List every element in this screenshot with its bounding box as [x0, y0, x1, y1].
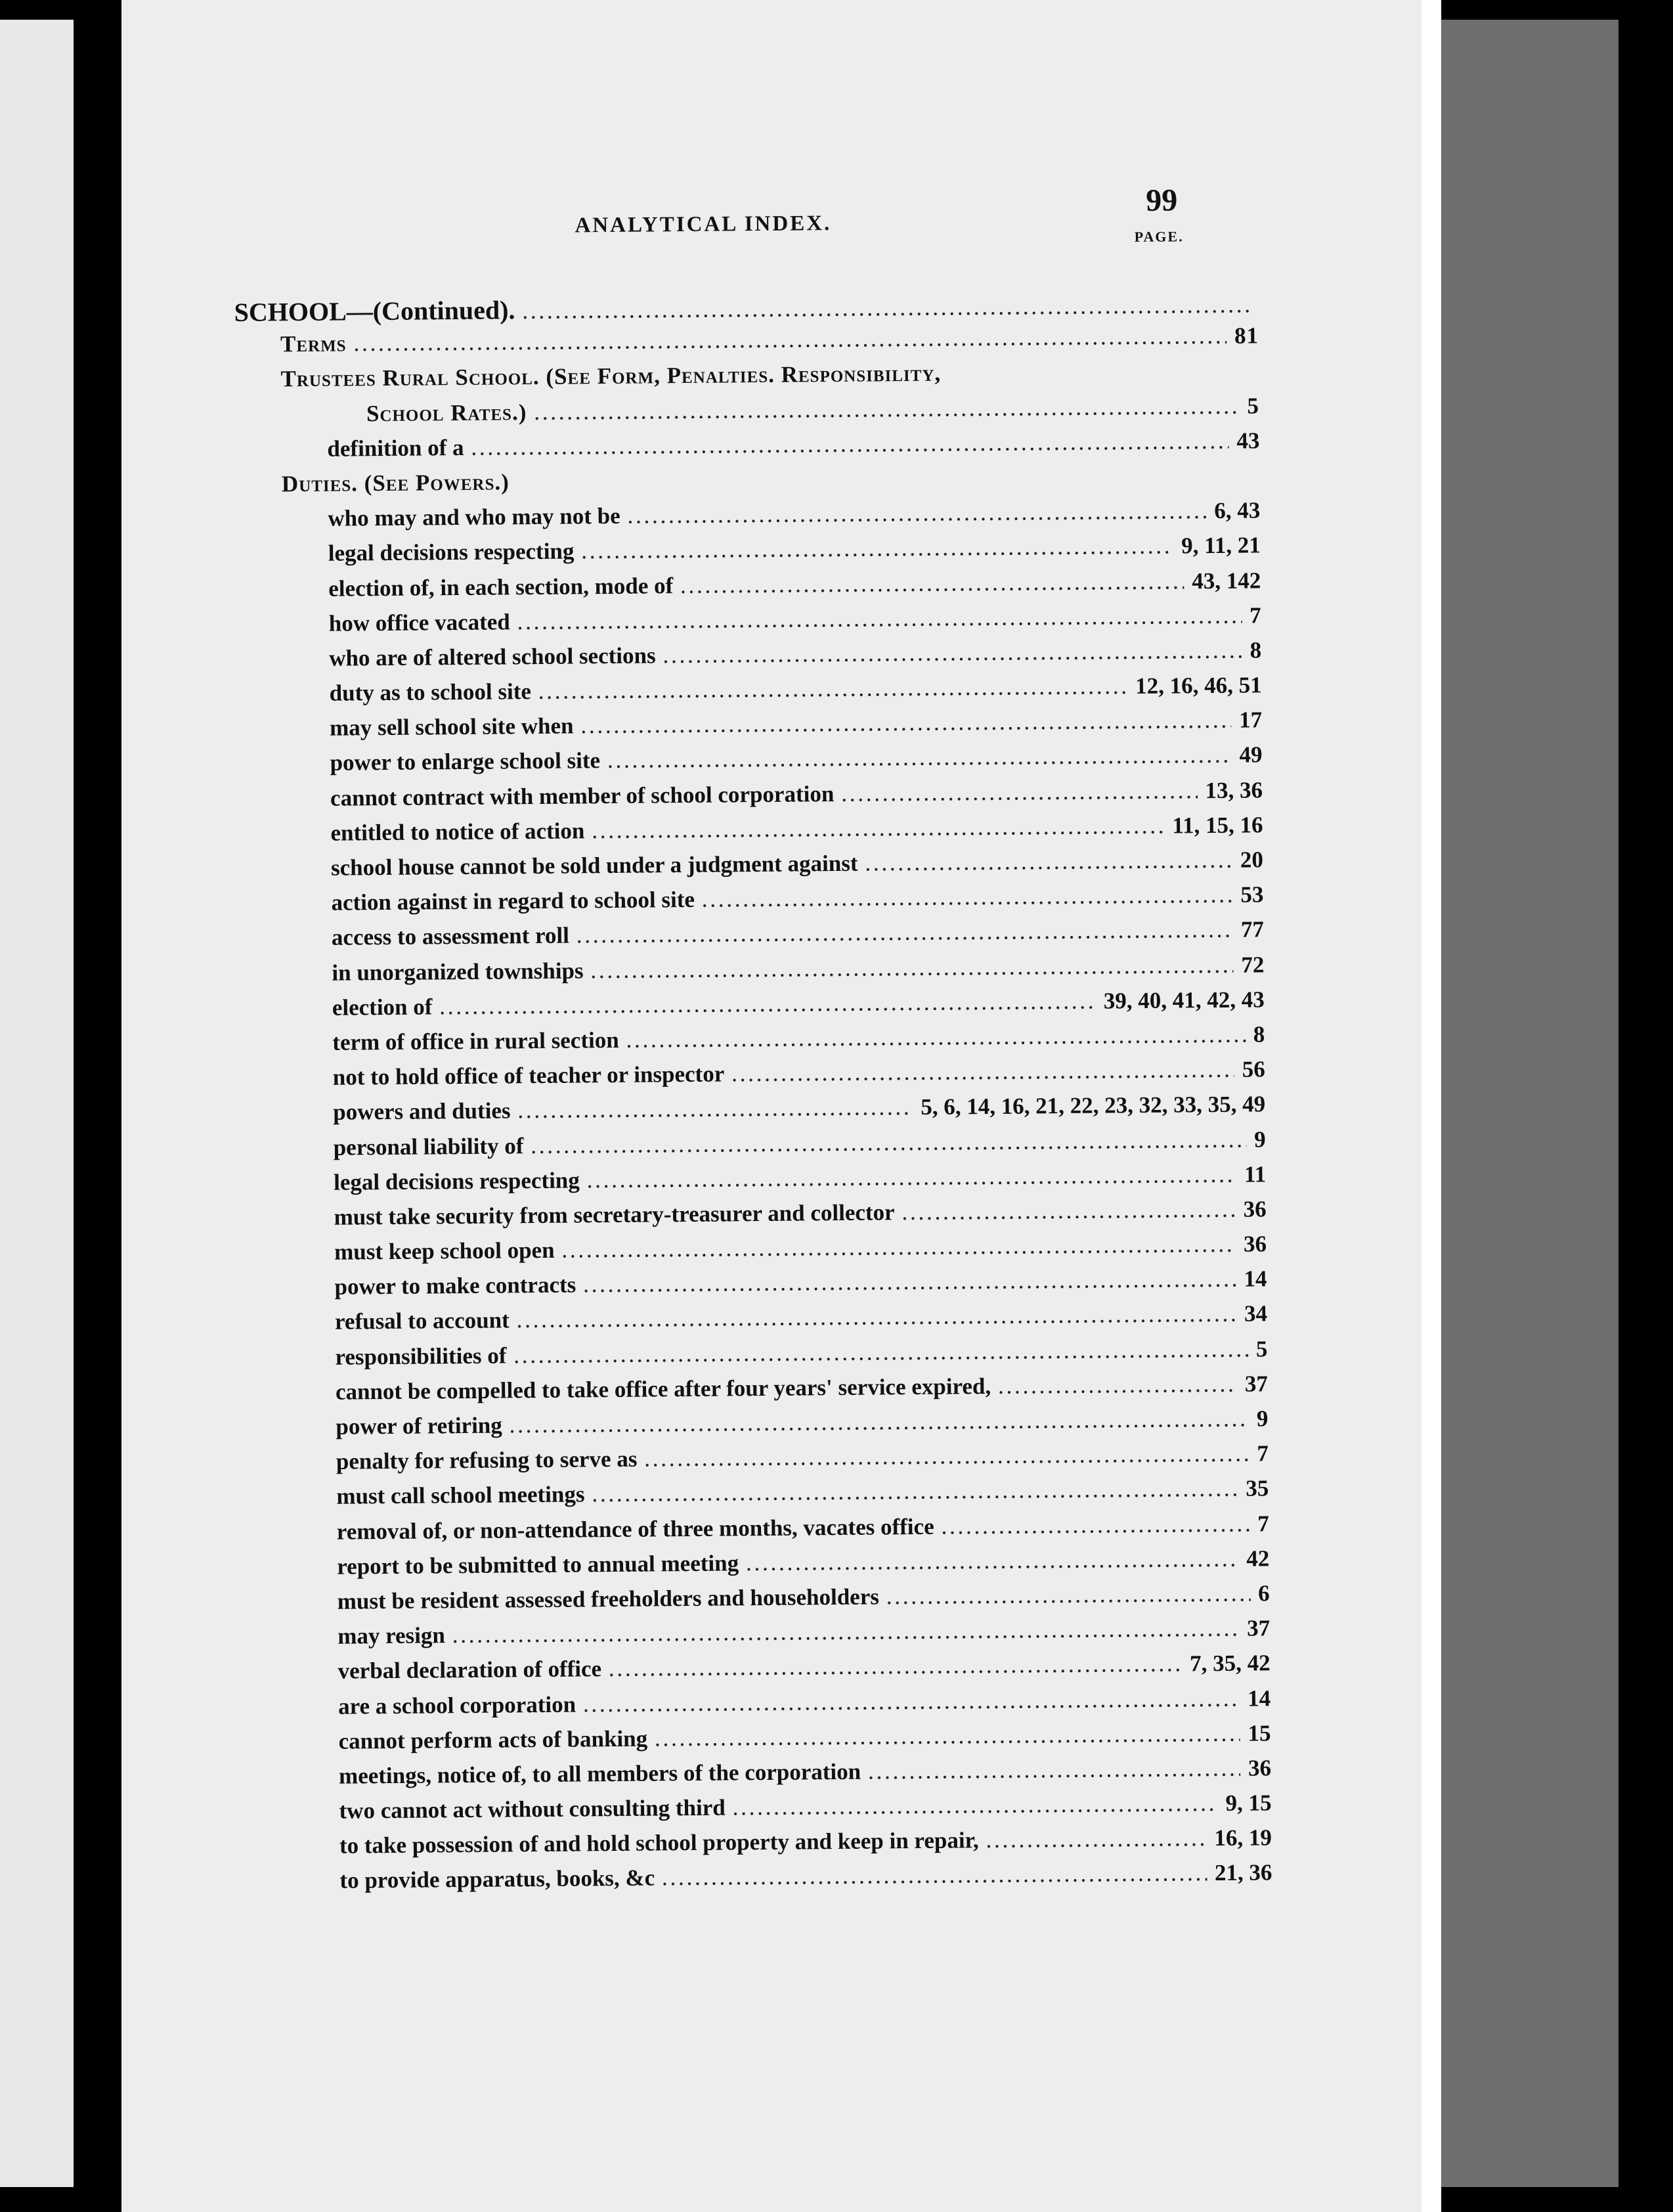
entry-text: verbal declaration of office: [337, 1656, 602, 1685]
entry-text: access to assessment roll: [331, 922, 570, 951]
dot-leader: [562, 1237, 1236, 1262]
entry-text: must take security from secretary-treasurer and collector: [334, 1199, 895, 1230]
dot-leader: [628, 503, 1207, 528]
dot-leader: [609, 1656, 1182, 1681]
entry-pages: 9: [1253, 1126, 1266, 1152]
entry-pages: 6, 43: [1214, 497, 1261, 524]
dot-leader: [627, 1027, 1246, 1052]
dot-leader: [584, 1272, 1236, 1297]
dot-leader: [523, 297, 1250, 323]
entry-pages: 7: [1249, 602, 1261, 629]
entry-pages: 77: [1240, 916, 1265, 943]
dot-leader: [591, 957, 1233, 983]
entry-pages: 20: [1240, 847, 1264, 873]
entry-pages: 5: [1255, 1335, 1268, 1362]
entry-text: legal decisions respecting: [328, 538, 575, 567]
dot-leader: [581, 713, 1231, 738]
entry-text: personal liability of: [333, 1132, 524, 1161]
page-edge-highlight: [1422, 0, 1441, 2212]
entry-text: report to be submitted to annual meeting: [337, 1550, 739, 1580]
dot-leader: [518, 1099, 913, 1122]
entry-text: must call school meetings: [336, 1481, 585, 1510]
dot-leader: [842, 783, 1197, 806]
dot-leader: [518, 608, 1242, 634]
entry-text: term of office in rural section: [332, 1027, 619, 1055]
dot-leader: [869, 1761, 1240, 1784]
entry-text: definition of a: [327, 434, 464, 462]
dot-leader: [539, 678, 1127, 703]
dot-leader: [514, 1341, 1248, 1367]
entry-pages: 53: [1240, 881, 1264, 908]
entry-pages: 5: [1247, 392, 1260, 419]
entry-pages: 36: [1243, 1231, 1267, 1257]
entry-pages: 7, 35, 42: [1189, 1650, 1271, 1677]
entry-pages: 9, 11, 21: [1181, 532, 1261, 559]
page-column-label: PAGE.: [1134, 228, 1184, 246]
entry-pages: 34: [1244, 1300, 1268, 1327]
entry-text: to take possession of and hold school property and keep in repair,: [339, 1827, 979, 1859]
entry-text: meetings, notice of, to all members of the corporation: [338, 1758, 861, 1789]
entry-text: refusal to account: [334, 1307, 510, 1335]
dot-leader: [440, 993, 1096, 1019]
entry-pages: 43: [1236, 428, 1260, 454]
entry-text: election of: [332, 994, 433, 1021]
dot-leader: [453, 1621, 1240, 1647]
entry-pages: 6: [1258, 1580, 1270, 1606]
entry-pages: 11: [1244, 1161, 1267, 1187]
entry-pages: 35: [1246, 1475, 1269, 1501]
entry-pages: 37: [1246, 1615, 1271, 1641]
dot-leader: [703, 887, 1233, 912]
entry-pages: 8: [1249, 637, 1262, 663]
entry-text: election of, in each section, mode of: [328, 572, 674, 602]
entry-text: power to enlarge school site: [330, 747, 601, 776]
dot-leader: [942, 1516, 1250, 1538]
entry-text: duty as to school site: [329, 678, 532, 706]
entry-pages: 49: [1239, 741, 1263, 768]
index-entries: [234, 288, 1272, 1903]
entry-text: to provide apparatus, books, &c: [339, 1865, 655, 1894]
entry-text: cannot perform acts of banking: [338, 1725, 648, 1754]
entry-pages: 39, 40, 41, 42, 43: [1103, 986, 1265, 1014]
dot-leader: [592, 1481, 1238, 1507]
entry-pages: 81: [1234, 322, 1259, 349]
entry-pages: 17: [1238, 707, 1263, 733]
dot-leader: [608, 747, 1232, 772]
entry-text: who are of altered school sections: [329, 642, 656, 671]
running-head: ANALYTICAL INDEX.: [575, 211, 832, 238]
entry-text: must keep school open: [334, 1237, 555, 1265]
entry-text: School Rates.): [366, 399, 527, 426]
dot-leader: [531, 1132, 1246, 1157]
entry-pages: 36: [1243, 1196, 1267, 1222]
entry-pages: 72: [1241, 951, 1265, 978]
entry-text: responsibilities of: [335, 1342, 507, 1370]
entry-pages: 13, 36: [1205, 776, 1263, 803]
dot-leader: [733, 1796, 1218, 1819]
book-edge-shadow: [1441, 20, 1619, 2187]
dot-leader: [355, 328, 1227, 356]
entry-pages: 12, 16, 46, 51: [1135, 672, 1262, 699]
entry-text: action against in regard to school site: [331, 887, 695, 916]
entry-pages: 37: [1244, 1371, 1269, 1397]
dot-leader: [664, 642, 1242, 667]
entry-pages: 11, 15, 16: [1172, 812, 1263, 839]
dot-leader: [510, 1411, 1249, 1438]
previous-page-edge: [0, 20, 74, 2187]
entry-pages: 7: [1257, 1510, 1269, 1537]
entry-pages: 36: [1248, 1755, 1272, 1781]
entry-text: legal decisions respecting: [334, 1167, 580, 1195]
dot-leader: [865, 852, 1232, 875]
entry-text: school house cannot be sold under a judgment against: [330, 850, 858, 881]
dot-leader: [887, 1586, 1251, 1609]
entry-text: SCHOOL—(Continued).: [234, 295, 515, 327]
entry-text: in unorganized townships: [332, 957, 584, 986]
entry-pages: 16, 19: [1214, 1825, 1272, 1851]
entry-text: powers and duties: [333, 1097, 511, 1126]
entry-pages: 42: [1246, 1545, 1270, 1572]
dot-leader: [681, 573, 1184, 598]
entry-text: may sell school site when: [329, 713, 574, 741]
entry-pages: 8: [1253, 1021, 1265, 1048]
entry-text: power to make contracts: [334, 1272, 576, 1300]
dot-leader: [584, 1691, 1240, 1716]
entry-text: Trustees Rural School. (See Form, Penalties. Responsibility,: [280, 360, 942, 392]
entry-pages: 7: [1257, 1440, 1269, 1467]
entry-pages: 21, 36: [1214, 1859, 1272, 1886]
dot-leader: [471, 433, 1228, 460]
dot-leader: [577, 922, 1233, 948]
entry-pages: 14: [1244, 1266, 1267, 1292]
entry-text: penalty for refusing to serve as: [336, 1446, 638, 1474]
entry-text: Duties. (See Powers.): [281, 469, 510, 497]
entry-pages: 9, 15: [1225, 1790, 1272, 1816]
dot-leader: [517, 1306, 1237, 1333]
dot-leader: [655, 1725, 1240, 1750]
entry-text: entitled to notice of action: [330, 818, 585, 846]
entry-text: are a school corporation: [337, 1691, 576, 1719]
entry-pages: 15: [1248, 1719, 1271, 1746]
entry-text: Terms: [280, 330, 347, 357]
entry-text: not to hold office of teacher or inspector: [332, 1061, 725, 1090]
dot-leader: [592, 818, 1164, 843]
entry-text: removal of, or non-attendance of three months, vacates office: [336, 1513, 934, 1545]
entry-pages: 43, 142: [1192, 567, 1261, 594]
entry-text: how office vacated: [328, 609, 510, 636]
entry-text: cannot contract with member of school corporation: [330, 780, 835, 811]
entry-text: cannot be compelled to take office after four years' service expired,: [335, 1373, 991, 1405]
entry-pages: 56: [1242, 1056, 1265, 1082]
dot-leader: [903, 1202, 1236, 1224]
dot-leader: [987, 1830, 1207, 1852]
dot-leader: [645, 1446, 1249, 1471]
dot-leader: [732, 1062, 1234, 1086]
entry-text: two cannot act without consulting third: [339, 1794, 726, 1824]
entry-text: must be resident assessed freeholders and householders: [337, 1583, 880, 1614]
entry-text: may resign: [337, 1622, 446, 1649]
dot-leader: [663, 1866, 1207, 1890]
dot-leader: [999, 1377, 1237, 1398]
index-text-area: [233, 181, 1299, 1898]
entry-pages: 5, 6, 14, 16, 21, 22, 23, 32, 33, 35, 49: [921, 1091, 1266, 1120]
entry-pages: 9: [1256, 1405, 1269, 1432]
dot-leader: [588, 1166, 1237, 1192]
entry-text: power of retiring: [336, 1412, 502, 1440]
dot-leader: [582, 539, 1173, 564]
entry-pages: 14: [1247, 1685, 1271, 1712]
dot-leader: [747, 1551, 1238, 1575]
entry-text: who may and who may not be: [328, 502, 620, 531]
page-number: 99: [1145, 183, 1178, 218]
dot-leader: [534, 398, 1239, 424]
